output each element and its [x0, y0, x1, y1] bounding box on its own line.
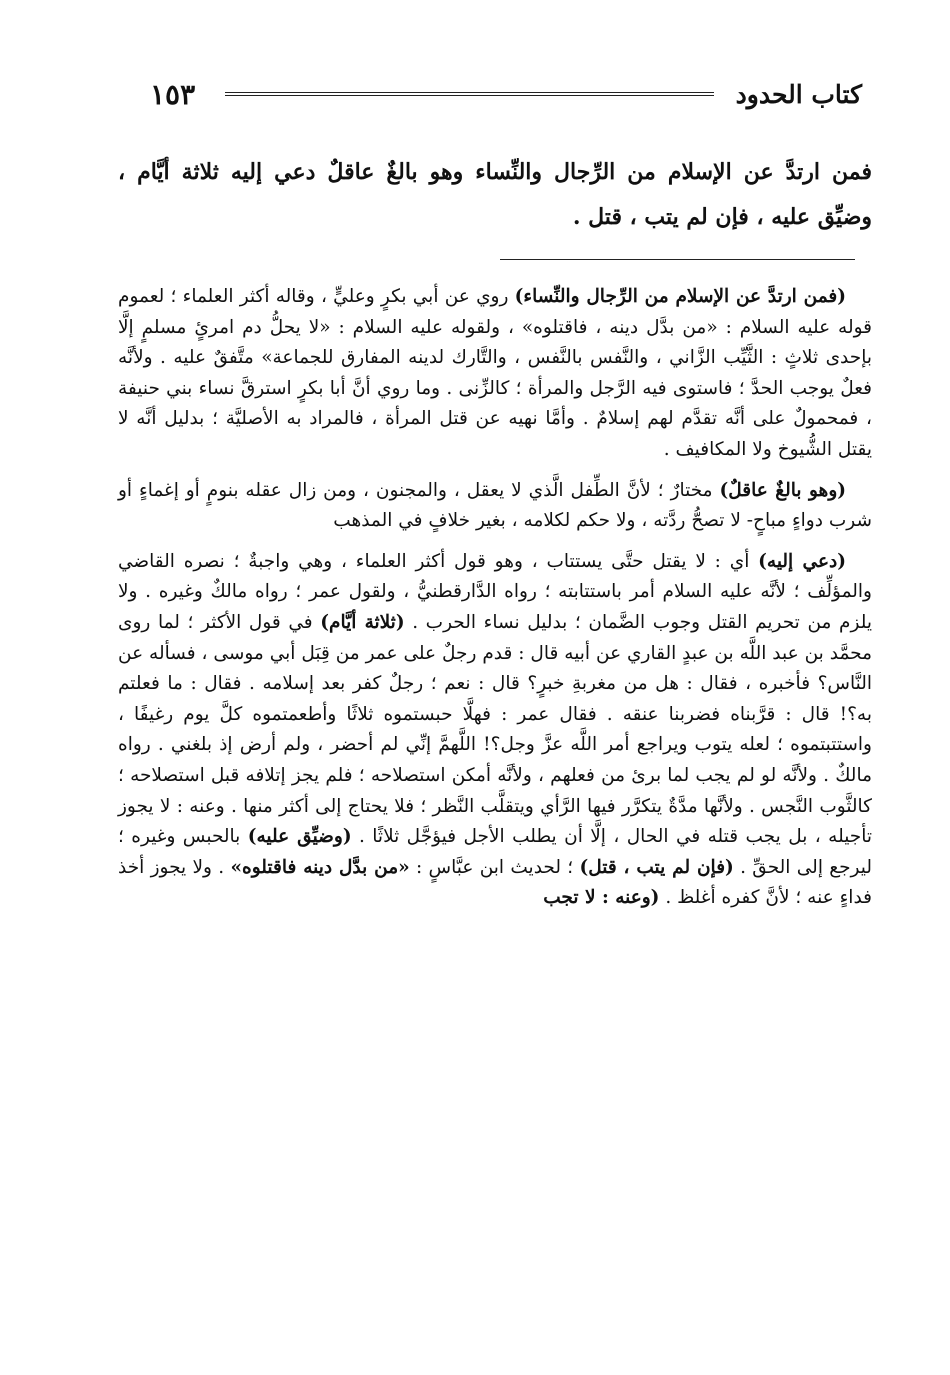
quoted-matn-phrase: (وضيِّق عليه)	[247, 826, 352, 848]
hadith-quote: «من بدَّل دينه فاقتلوه»	[230, 856, 410, 878]
commentary-text: أي : لا يقتل حتَّى يستتاب ، وهو قول أكثر العلماء ، وهي واجبةٌ ؛ نصره القاضي والمؤلِّف ؛ لأنَّه عليه السلام أمر باستتابته ؛ رواه الدَّارقطنيُّ ، ولقول عمر ؛ رواه مالكٌ وغيره . ولا يلزم من تحريم القتل وجوب الضَّمان ؛ بدليل نساء الحرب .	[118, 550, 872, 633]
quoted-matn-phrase: (دعي إليه)	[758, 550, 847, 572]
commentary-text: مختارٌ ؛ لأنَّ الطِّفل الَّذي لا يعقل ، والمجنون ، ومن زال عقله بنومٍ أو إغماءٍ أو شرب دواءٍ مباحٍ- لا تصحُّ ردَّته ، ولا حكم لكلامه ، بغير خلافٍ في المذهب	[118, 479, 872, 532]
page-header	[150, 72, 862, 116]
commentary-paragraph-3	[118, 547, 872, 914]
matn-text: فمن ارتدَّ عن الإسلام من الرِّجال والنِّساء وهو بالغٌ عاقلٌ دعي إليه ثلاثة أيَّام ، وضيِّق عليه ، فإن لم يتب ، قتل .	[118, 159, 872, 230]
commentary-text: بالحبس وغيره ؛ ليرجع إلى الحقِّ .	[118, 826, 872, 878]
quoted-matn-phrase: (فمن ارتدَّ عن الإسلام من الرِّجال والنِّساء)	[514, 286, 847, 307]
running-title: كتاب الحدود	[735, 79, 862, 109]
commentary-text: روي عن أبي بكرٍ وعليٍّ ، وقاله أكثر العلماء ؛ لعموم قوله عليه السلام : «من بدَّل دينه ، فاقتلوه» ، ولقوله عليه السلام : «لا يحلُّ دم امرئٍ مسلمٍ إلَّا بإحدى ثلاثٍ : الثَّيِّب الزَّاني ، والنَّفس بالنَّفس ، والتَّارك لدينه المفارق للجماعة» متَّفقٌ عليه . ولأنَّه فعلٌ يوجب الحدَّ ؛ فاستوى فيه الرَّجل والمرأة ؛ كالزِّنى . وما روي أنَّ أبا بكرٍ استرقَّ نساء بني حنيفة ، فمحمولٌ على أنَّه تقدَّم لهم إسلامٌ . وأمَّا نهيه عن قتل المرأة ، فالمراد به الأصليَّة ؛ بدليل أنَّه لا يقتل الشُّيوخ ولا المكافيف .	[118, 286, 872, 460]
quoted-matn-phrase: (ثلاثة أيَّام)	[320, 611, 405, 633]
page-number: ١٥٣	[150, 77, 196, 111]
commentary-text: ؛ لحديث ابن عبَّاسٍ :	[409, 856, 580, 878]
commentary-text: . ولا يجوز أخذ فداءٍ عنه ؛ لأنَّ كفره أغلظ .	[118, 856, 872, 909]
commentary-paragraph-1	[118, 282, 872, 466]
header-rule	[225, 92, 714, 96]
quoted-matn-phrase: (فإن لم يتب ، قتل)	[579, 856, 734, 878]
commentary-paragraph-2	[118, 476, 872, 537]
matn-separator-rule	[500, 259, 855, 260]
commentary-text: في قول الأكثر ؛ لما روى محمَّد بن عبد اللَّه بن عبدٍ القاري عن أبيه قال : قدم رجلٌ على عمر من قِبَل أبي موسى ، فسأله عن النَّاس؟ فأخبره ، فقال : هل من مغربةِ خبرٍ؟ قال : نعم ؛ رجلٌ كفر بعد إسلامه . فقال : ما فعلتم به؟! قال : قرَّبناه فضربنا عنقه . فقال عمر : فهلَّا حبستموه ثلاثًا وأطعمتموه كلَّ يوم رغيفًا ، واستتبتموه ؛ لعله يتوب ويراجع أمر اللَّه عزَّ وجل؟! اللَّهمَّ إنِّي لم أحضر ، ولم أرض إذ بلغني . رواه مالكٌ . ولأنَّه لو لم يجب لما برئ من فعلهم ، ولأنَّه أمكن استصلاحه ؛ فلم يجز إتلافه قبل استصلاحه ؛ كالثَّوب النَّجس . ولأنَّها مدَّةٌ يتكرَّر فيها الرَّأي ويتقلَّب النَّظر ؛ فلا يحتاج إلى أكثر منها . وعنه : لا يجوز تأجيله ، بل يجب قتله في الحال ، إلَّا أن يطلب الأجل فيؤجَّل ثلاثًا .	[118, 611, 873, 848]
quoted-matn-phrase: (وهو بالغٌ عاقلٌ)	[719, 479, 847, 501]
quoted-matn-phrase: (وعنه : لا تجب	[543, 887, 660, 909]
commentary-body	[118, 282, 872, 924]
